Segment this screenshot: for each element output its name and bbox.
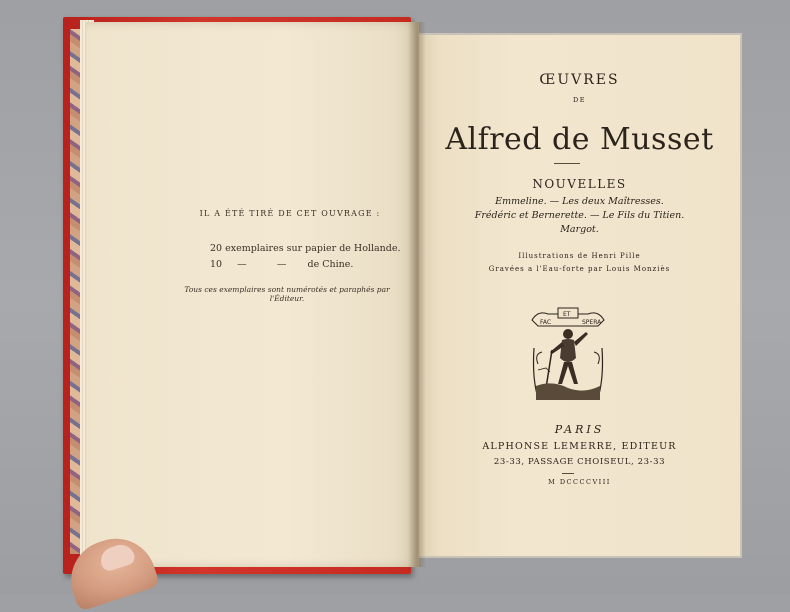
tirage-line-chine: 10 — — de Chine. bbox=[210, 259, 354, 270]
emblem-banner bbox=[532, 308, 604, 326]
digging-figure bbox=[546, 329, 588, 388]
illustration-credits bbox=[419, 250, 740, 276]
imprint-rule bbox=[562, 473, 574, 474]
tirage-heading: IL A ÉTÉ TIRÉ DE CET OUVRAGE : bbox=[199, 209, 381, 218]
story-title-line: Emmeline. — Les deux Maîtresses. bbox=[495, 196, 664, 207]
section-heading: NOUVELLES bbox=[532, 177, 627, 191]
publisher-emblem-vignette bbox=[528, 288, 608, 410]
emblem-word: FAC bbox=[540, 319, 552, 326]
story-titles bbox=[419, 195, 740, 237]
title-rule bbox=[554, 163, 580, 164]
publisher-city: PARIS bbox=[554, 423, 605, 436]
publication-year: M DCCCCVIII bbox=[548, 478, 611, 486]
story-title-line: Margot. bbox=[560, 224, 599, 235]
illustrator-line: Illustrations de Henri Pille bbox=[518, 252, 641, 260]
publisher-name: ALPHONSE LEMERRE, EDITEUR bbox=[482, 441, 677, 452]
emblem-word: SPERA bbox=[582, 319, 602, 326]
author-name: Alfred de Musset bbox=[445, 122, 714, 157]
story-title-line: Frédéric et Bernerette. — Le Fils du Titien. bbox=[474, 210, 685, 221]
oeuvres-heading: ŒUVRES bbox=[539, 72, 620, 88]
de-word: DE bbox=[573, 96, 586, 104]
emblem-word: ET bbox=[563, 311, 571, 318]
publisher-address: 23-33, PASSAGE CHOISEUL, 23-33 bbox=[493, 457, 666, 467]
tirage-note: Tous ces exemplaires sont numérotés et paraphés par l'Éditeur. bbox=[184, 285, 390, 303]
engraver-line: Gravées a l'Eau-forte par Louis Monziès bbox=[488, 265, 671, 273]
tirage-line-hollande: 20 exemplaires sur papier de Hollande. bbox=[210, 243, 401, 254]
